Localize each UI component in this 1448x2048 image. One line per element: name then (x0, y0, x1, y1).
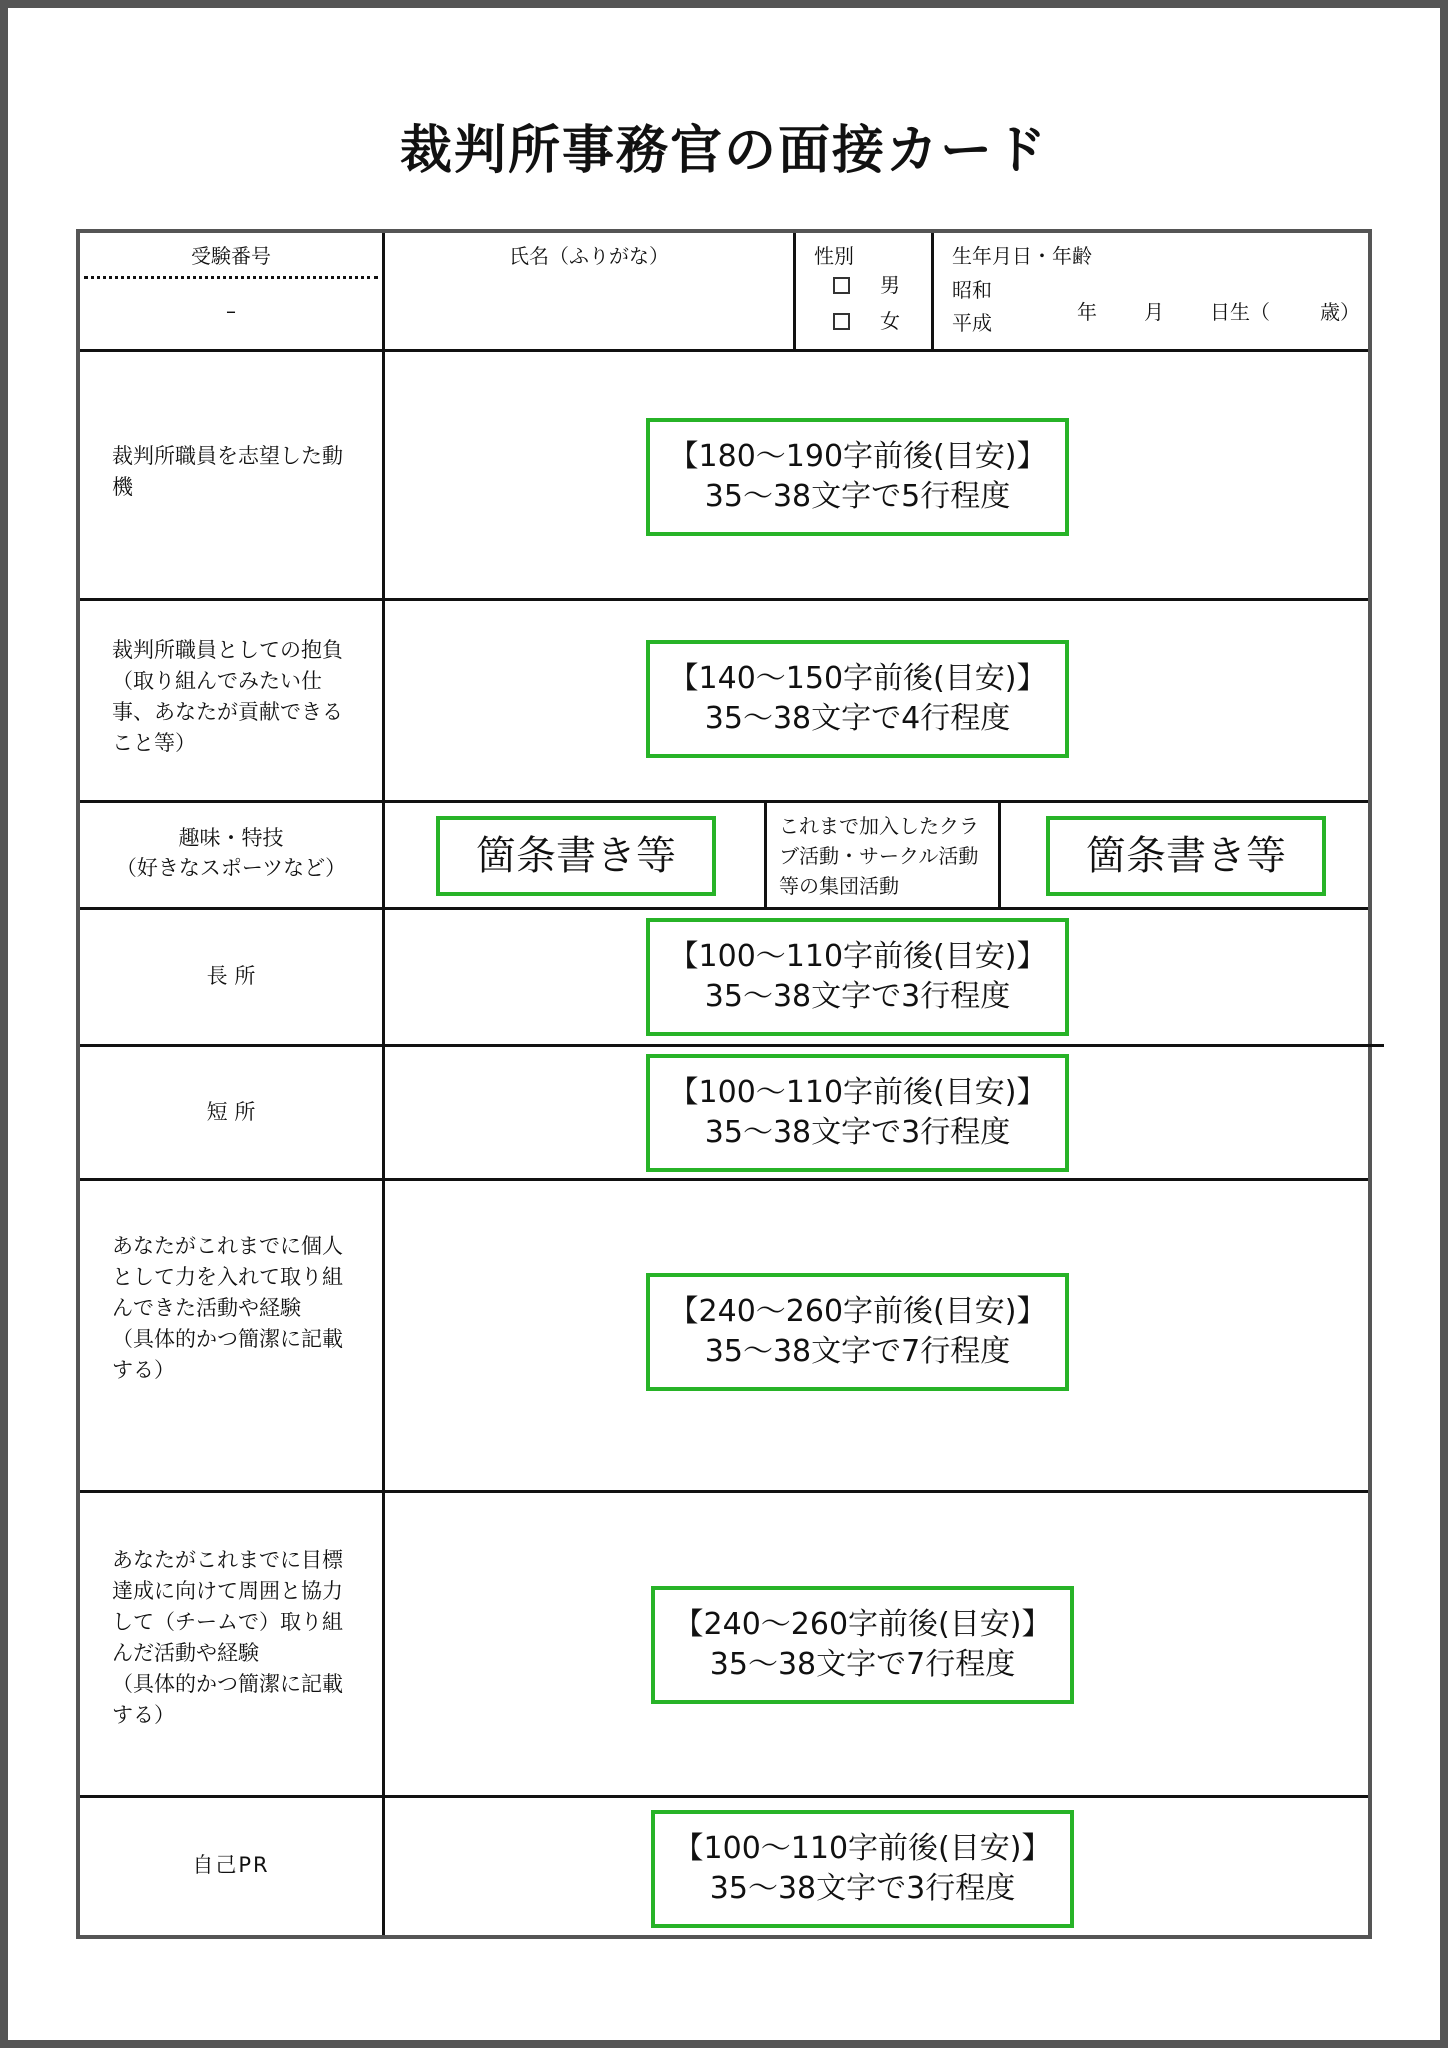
self-pr-guide-box[interactable] (651, 1810, 1074, 1928)
weakness-guide-line2: 35〜38文字で3行程度 (704, 1115, 1011, 1150)
motive-guide-box[interactable] (646, 418, 1069, 536)
motive-guide-line1: 【180〜190字前後(目安)】 (668, 439, 1047, 474)
rule-gender-birth (931, 233, 934, 349)
rule-motive (80, 598, 1368, 601)
gender-female-checkbox[interactable] (833, 313, 850, 330)
gender-female-label: 女 (880, 309, 900, 333)
exam-number-divider (84, 276, 378, 279)
team-label (112, 1545, 362, 1731)
rule-strength (80, 1044, 1384, 1047)
rule-name-gender (793, 233, 796, 349)
individual-guide-line1: 【240〜260字前後(目安)】 (668, 1294, 1047, 1329)
birth-month-unit: 月 (1144, 300, 1164, 324)
team-label-line1: あなたがこれまでに目標達成に向けて周囲と協力して（チームで）取り組んだ活動や経験 (112, 1548, 343, 1665)
rule-hobby (80, 907, 1368, 910)
weakness-guide-box[interactable] (646, 1054, 1069, 1172)
team-guide-line1: 【240〜260字前後(目安)】 (673, 1607, 1052, 1642)
birth-year-unit: 年 (1077, 300, 1097, 324)
motive-label: 裁判所職員を志望した動機 (112, 444, 343, 499)
birth-label: 生年月日・年齢 (952, 244, 1092, 268)
rule-club-value (998, 800, 1001, 907)
rule-header (80, 349, 1368, 352)
ambition-guide-line1: 【140〜150字前後(目安)】 (668, 661, 1047, 696)
page-title: 裁判所事務官の面接カード (399, 121, 1048, 181)
club-label: これまで加入したクラブ活動・サークル活動等の集団活動 (779, 814, 979, 898)
strength-guide-line1: 【100〜110字前後(目安)】 (668, 939, 1047, 974)
strength-guide-line2: 35〜38文字で3行程度 (704, 979, 1011, 1014)
individual-label-line2: （具体的かつ簡潔に記載する） (112, 1327, 343, 1382)
era-heisei[interactable]: 平成 (952, 311, 992, 335)
strength-guide-box[interactable] (646, 918, 1069, 1036)
hobby-guide: 箇条書き等 (476, 833, 676, 879)
weakness-guide-line1: 【100〜110字前後(目安)】 (668, 1075, 1047, 1110)
interview-card-table (76, 229, 1372, 1939)
name-label: 氏名（ふりがな） (509, 244, 669, 268)
team-guide-line2: 35〜38文字で7行程度 (709, 1647, 1016, 1682)
rule-ambition (80, 800, 1368, 803)
hobby-guide-box[interactable] (436, 816, 716, 896)
hobby-label-line2: （好きなスポーツなど） (115, 856, 347, 880)
gender-male-label: 男 (880, 273, 900, 297)
rule-weakness (80, 1178, 1368, 1181)
self-pr-label: 自己PR (192, 1853, 270, 1877)
weakness-label: 短 所 (206, 1100, 256, 1124)
ambition-guide-line2: 35〜38文字で4行程度 (704, 701, 1011, 736)
individual-guide-line2: 35〜38文字で7行程度 (704, 1334, 1011, 1369)
rule-label-column (382, 233, 385, 1935)
ambition-guide-box[interactable] (646, 640, 1069, 758)
era-showa[interactable]: 昭和 (952, 278, 992, 302)
rule-individual (80, 1490, 1368, 1493)
self-pr-guide-line2: 35〜38文字で3行程度 (709, 1871, 1016, 1906)
name-field[interactable] (385, 278, 793, 346)
rule-team (80, 1795, 1368, 1798)
individual-label-line1: あなたがこれまでに個人として力を入れて取り組んできた活動や経験 (112, 1234, 343, 1320)
exam-number-value[interactable]: – (226, 299, 236, 323)
team-guide-box[interactable] (651, 1586, 1074, 1704)
team-label-line2: （具体的かつ簡潔に記載する） (112, 1672, 343, 1727)
individual-guide-box[interactable] (646, 1273, 1069, 1391)
gender-male-checkbox[interactable] (833, 277, 850, 294)
ambition-label: 裁判所職員としての抱負（取り組んでみたい仕事、あなたが貢献できること等） (112, 638, 343, 755)
club-guide: 箇条書き等 (1086, 833, 1286, 879)
strength-label: 長 所 (206, 964, 256, 988)
hobby-label-line1: 趣味・特技 (178, 826, 284, 850)
age-unit: 歳） (1320, 300, 1360, 324)
self-pr-guide-line1: 【100〜110字前後(目安)】 (673, 1831, 1052, 1866)
birth-day-unit: 日生（ (1210, 300, 1270, 324)
individual-label (112, 1231, 362, 1386)
rule-hobby-club (764, 800, 767, 907)
motive-guide-line2: 35〜38文字で5行程度 (704, 479, 1011, 514)
gender-label: 性別 (814, 244, 854, 268)
club-guide-box[interactable] (1046, 816, 1326, 896)
exam-number-label: 受験番号 (191, 244, 271, 268)
